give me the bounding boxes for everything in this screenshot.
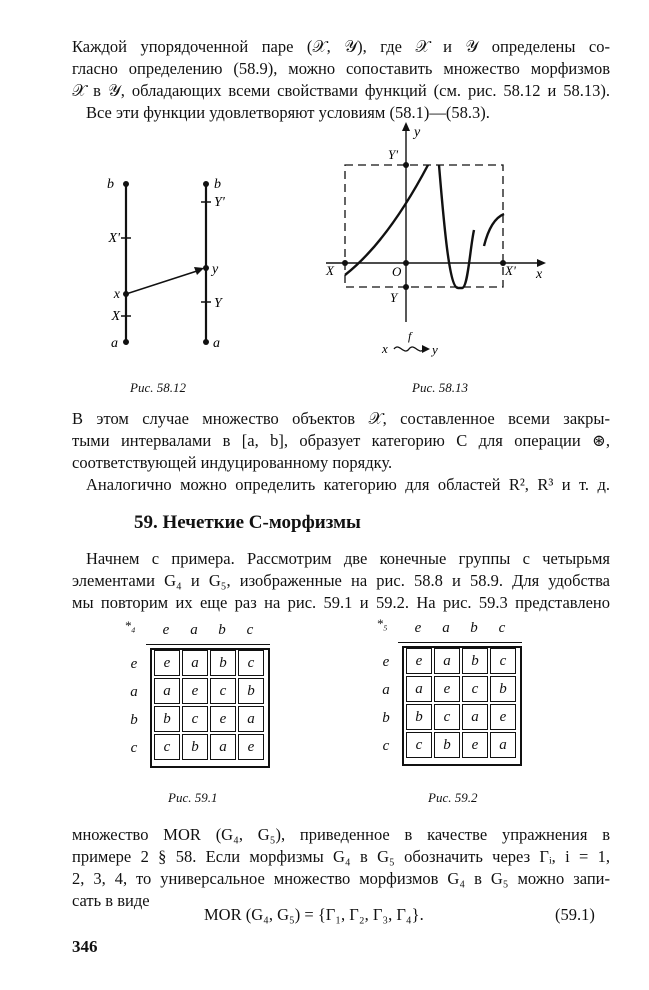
right-Y-label: Y [214,296,222,311]
map-y-label: y [432,342,438,357]
table-cell: c [182,706,208,732]
para3-line3: мы повторим их еще раз на рис. 59.1 и 59.2. На рис. 59.3 представлено [72,593,610,612]
table-operation-symbol: *₅ [376,616,388,631]
left-xprime-label: X' [108,231,120,246]
table-header-rule [398,642,522,643]
xprime-label: X' [505,263,516,278]
para2-line4: Аналогично можно определить категорию для областей R², R³ и т. д. [86,475,610,494]
para2-line2: тыми интервалами в [a, b], образует категорию C для операции ⊛, [72,431,610,450]
table-row-header: b [130,712,138,728]
equation: MOR (G₄, G₅) = {Γ₁, Γ₂, Γ₃, Γ₄}. [204,905,424,924]
para4-line4: сать в виде [72,891,150,910]
mapping-arrowhead [194,267,204,275]
equation-number: (59.1) [555,905,595,924]
right-b-label: b [214,177,221,192]
left-b-label: b [107,177,114,192]
map-f-label: f [408,329,412,343]
table-row-header: a [130,684,138,700]
table-59-2 [372,618,522,768]
origin-label: O [392,264,402,279]
right-a-dot [203,339,209,345]
table-cell: c [406,732,432,758]
caption-58-12: Рис. 58.12 [130,380,186,395]
table-cell: c [210,678,236,704]
table-row-header: e [130,656,138,672]
para1-line4: Все эти функции удовлетворяют условиям (58.1)—(58.3). [86,103,490,122]
table-cell: e [406,648,432,674]
left-x-label: x [113,287,120,302]
yprime-dot [403,162,409,168]
table-cell: a [238,706,264,732]
map-x-label: x [382,341,388,356]
right-b-dot [203,181,209,187]
para2-line3: соответствующей индуцированному порядку. [72,453,393,472]
Y-dot [403,284,409,290]
para1-line3: 𝒳 в 𝒴, обладающих всеми свойствами функций (см. рис. 58.12 и 58.13). [72,81,610,100]
table-59-1 [120,620,270,770]
table-row-header: c [130,740,138,756]
table-row-header: b [382,710,390,726]
table-column-header: b [218,622,226,638]
table-cell: e [490,704,516,730]
table-cell: a [434,648,460,674]
table-cell: e [154,650,180,676]
caption-59-1: Рис. 59.1 [168,790,218,805]
table-column-header: e [162,622,170,638]
table-cell: a [154,678,180,704]
right-yprime-label: Y' [214,195,225,210]
y-axis-arrowhead [402,122,410,131]
right-a-label: a [213,336,220,351]
x-axis-arrowhead [537,259,546,267]
table-cell: e [462,732,488,758]
Y-label: Y [390,290,398,305]
section-title: 59. Нечеткие C-морфизмы [134,512,361,533]
para2-line1: В этом случае множество объектов 𝒳, составленное всеми закры- [72,409,610,428]
left-a-label: a [111,336,118,351]
table-column-header: b [470,620,478,636]
table-cell: c [490,648,516,674]
page-number: 346 [72,937,98,956]
table-cell: a [406,676,432,702]
figure-58-13 [318,118,550,366]
table-cell: e [434,676,460,702]
left-b-dot [123,181,129,187]
table-cell: b [462,648,488,674]
left-a-dot [123,339,129,345]
table-row-header: e [382,654,390,670]
table-cell: c [154,734,180,760]
table-cell: b [406,704,432,730]
table-cell: b [182,734,208,760]
curve-left-branch [345,165,428,275]
curve-middle-branch [439,165,474,288]
left-X-label: X [111,309,120,324]
caption-59-2: Рис. 59.2 [428,790,478,805]
table-cell: b [210,650,236,676]
curve-right-branch [484,214,504,246]
X-label: X [326,263,334,278]
table-column-header: c [246,622,254,638]
y-axis-label: y [414,125,421,140]
table-cell: a [462,704,488,730]
table-operation-symbol: *₄ [124,618,136,633]
table-cell: c [462,676,488,702]
caption-58-13: Рис. 58.13 [412,380,468,395]
para1-line2: гласно определению (58.9), можно сопоставить множество морфизмов [72,59,610,78]
dashed-domain-box [345,165,503,287]
para4-line1: множество MOR (G₄, G₅), приведенное в качестве упражнения в [72,825,610,844]
table-cell: e [238,734,264,760]
table-row-header: a [382,682,390,698]
X-dot [342,260,348,266]
yprime-label: Y' [388,147,399,162]
table-cell: b [434,732,460,758]
right-y-label: y [212,262,219,277]
table-row-header: c [382,738,390,754]
para3-line2: элементами G₄ и G₅, изображенные на рис. 58.8 и 58.9. Для удобства [72,571,610,590]
mapping-arrow [126,271,197,294]
origin-dot [403,260,409,266]
table-cell: b [238,678,264,704]
table-cell: b [490,676,516,702]
table-cell: a [210,734,236,760]
table-cell: c [238,650,264,676]
table-column-header: e [414,620,422,636]
table-column-header: c [498,620,506,636]
para1-line1: Каждой упорядоченной паре (𝒳, 𝒴), где 𝒳 и 𝒴 определены со- [72,37,610,56]
table-cell: c [434,704,460,730]
table-cell: b [154,706,180,732]
table-cell: e [182,678,208,704]
para4-line3: 2, 3, 4, то универсальное множество морфизмов G₄ в G₅ можно запи- [72,869,610,888]
x-axis-label: x [536,267,543,282]
table-cell: e [210,706,236,732]
table-column-header: a [442,620,450,636]
map-arrowhead [422,345,430,353]
figure-58-12 [100,170,250,355]
table-cell: a [490,732,516,758]
para4-line2: примере 2 § 58. Если морфизмы G₄ в G₅ обозначить через Γᵢ, i = 1, [72,847,610,866]
table-header-rule [146,644,270,645]
map-arrow [394,347,424,351]
table-cell: a [182,650,208,676]
table-column-header: a [190,622,198,638]
para3-line1: Начнем с примера. Рассмотрим две конечные группы с четырьмя [86,549,610,568]
